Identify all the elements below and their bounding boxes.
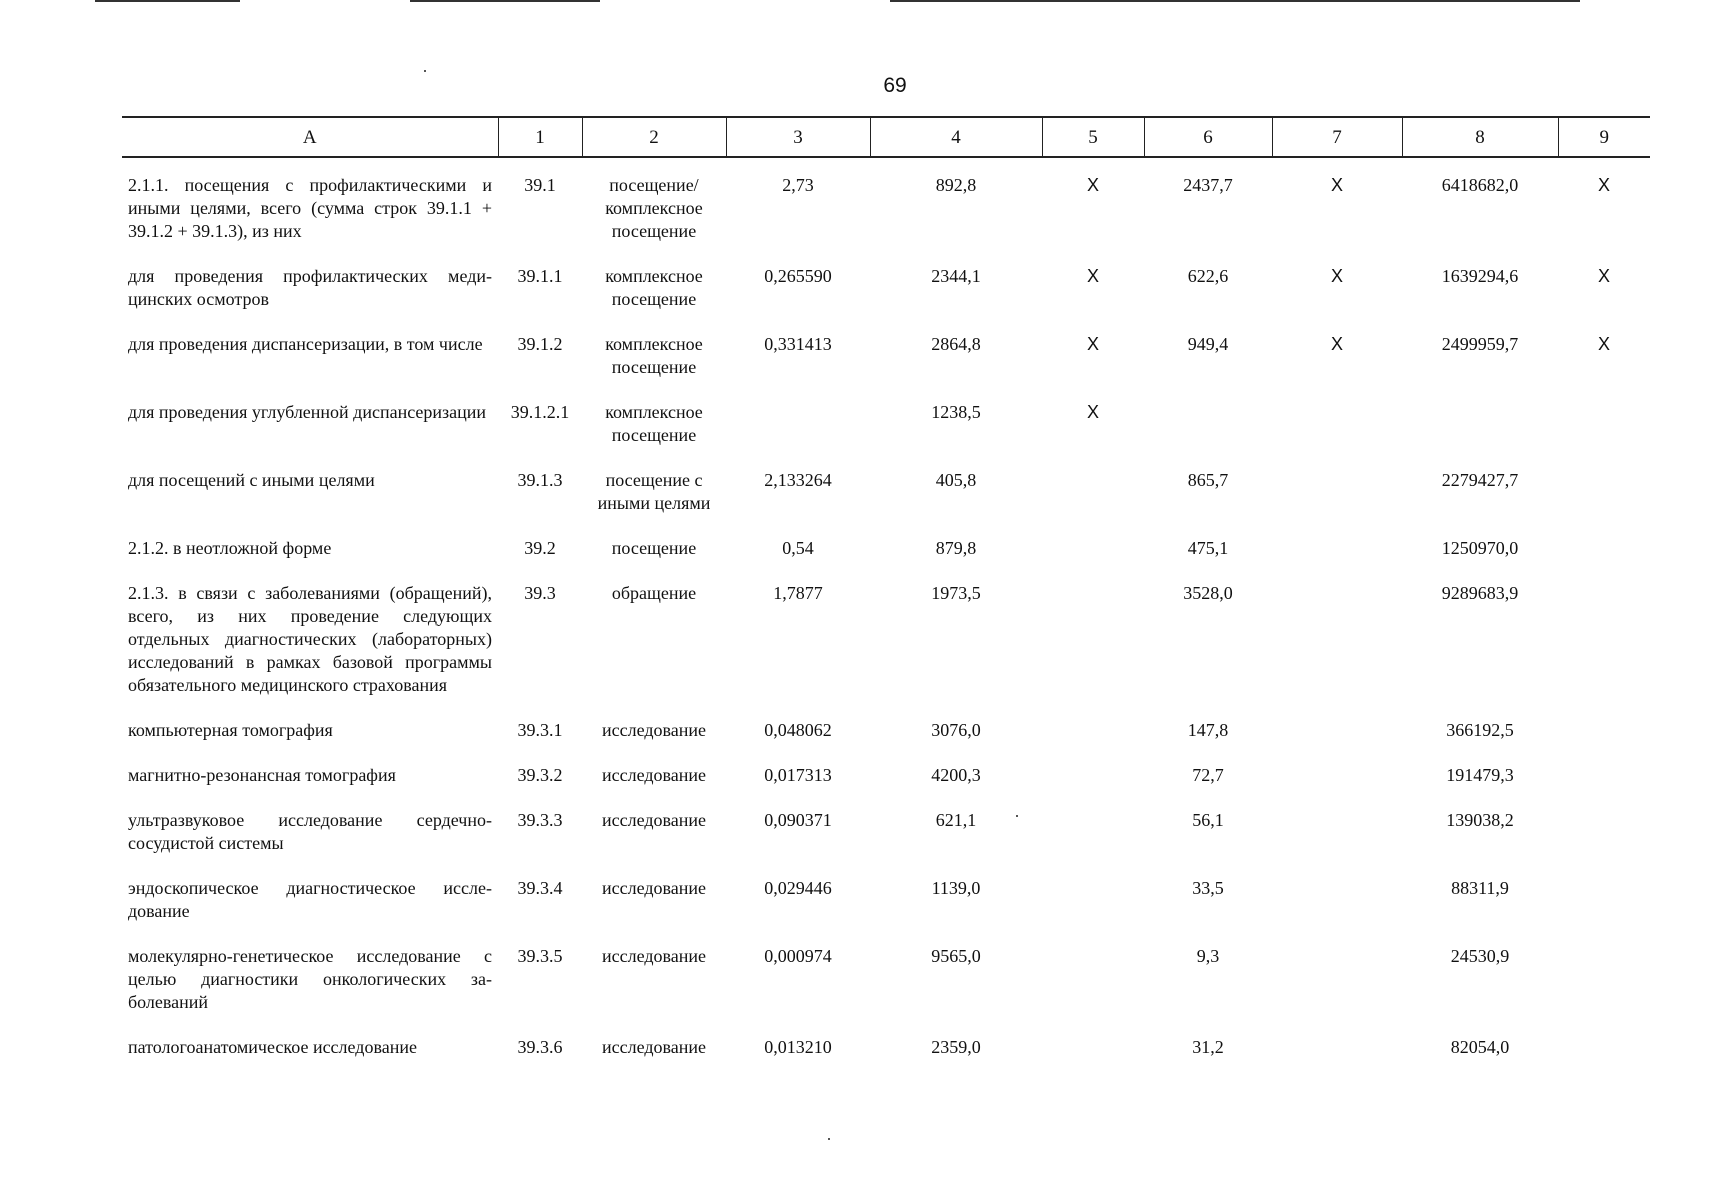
scan-speck [424, 70, 426, 72]
table-row [122, 265, 1650, 333]
row-col4-cell: 405,8 [935, 470, 977, 490]
row-col6-cell: 3528,0 [1183, 583, 1233, 603]
row-unit-cell: обращение [611, 583, 697, 603]
table-row [122, 877, 1650, 945]
row-col5-cell: Х [1086, 266, 1099, 286]
row-col5-cell [1042, 582, 1144, 719]
row-col5-cell [1042, 809, 1144, 877]
row-col8-cell: 2499959,7 [1441, 334, 1519, 354]
row-unit-cell: комплексное посещение [605, 402, 703, 445]
column-header-a: A [122, 117, 498, 157]
row-col3-cell: 0,017313 [764, 765, 832, 785]
row-col6-cell [1144, 401, 1272, 469]
row-col4-cell: 3076,0 [931, 720, 981, 740]
row-col5-cell [1042, 469, 1144, 537]
table-header-row [122, 117, 1650, 157]
row-col8-cell: 366192,5 [1446, 720, 1514, 740]
table-row [122, 582, 1650, 719]
row-col8-cell: 9289683,9 [1441, 583, 1519, 603]
row-col4-cell: 1139,0 [931, 878, 981, 898]
scan-speck [828, 1138, 830, 1140]
row-col4-cell: 2864,8 [931, 334, 981, 354]
row-col3-cell: 0,090371 [764, 810, 832, 830]
row-col6-cell: 949,4 [1187, 334, 1229, 354]
row-unit-cell: посещение/ комплексное посещение [605, 175, 703, 241]
row-unit-cell: посещение [611, 538, 697, 558]
column-header-1: 1 [498, 117, 582, 157]
row-col9-cell [1558, 764, 1650, 809]
row-code-cell: 39.3 [524, 583, 556, 603]
column-header-3: 3 [726, 117, 870, 157]
row-col4-cell: 2344,1 [931, 266, 981, 286]
row-name-cell: эндоскопическое диагностическое исследование [128, 878, 492, 921]
row-col8-cell: 6418682,0 [1441, 175, 1519, 195]
page-number: 69 [883, 74, 907, 97]
row-col8-cell: 2279427,7 [1441, 470, 1519, 490]
row-col8-cell: 191479,3 [1446, 765, 1514, 785]
row-col3-cell: 0,029446 [764, 878, 832, 898]
row-col7-cell: Х [1330, 334, 1343, 354]
row-code-cell: 39.1.1 [517, 266, 563, 286]
table-row [122, 333, 1650, 401]
row-col5-cell [1042, 764, 1144, 809]
row-col5-cell [1042, 945, 1144, 1036]
row-unit-cell: исследование [601, 1037, 706, 1057]
row-col8-cell: 24530,9 [1450, 946, 1510, 966]
table-row [122, 809, 1650, 877]
column-header-6: 6 [1144, 117, 1272, 157]
row-col3-cell [726, 401, 870, 469]
table-row [122, 764, 1650, 809]
row-col6-cell: 865,7 [1187, 470, 1229, 490]
tariff-table-container [122, 116, 1650, 1081]
row-unit-cell: комплексное посещение [605, 266, 703, 309]
row-code-cell: 39.3.2 [517, 765, 563, 785]
tariff-table [122, 116, 1650, 1081]
row-col7-cell [1272, 401, 1402, 469]
row-unit-cell: исследование [601, 878, 706, 898]
row-col8-cell: 88311,9 [1451, 878, 1509, 898]
row-name-cell: компьютерная томография [128, 720, 333, 740]
row-col7-cell [1272, 877, 1402, 945]
row-col4-cell: 879,8 [935, 538, 977, 558]
table-row [122, 537, 1650, 582]
row-col6-cell: 147,8 [1187, 720, 1229, 740]
row-code-cell: 39.3.5 [517, 946, 563, 966]
row-code-cell: 39.1 [524, 175, 556, 195]
row-col8-cell: 1250970,0 [1441, 538, 1519, 558]
row-col8-cell [1402, 401, 1558, 469]
row-name-cell: для проведения углубленной диспансеризации [128, 402, 487, 422]
column-header-8: 8 [1402, 117, 1558, 157]
row-name-cell: 2.1.1. посещения с профилактическими и иными целями, всего (сумма строк 39.1.1 + 39.1.2 + 39.1.3), из них [128, 175, 492, 241]
row-col9-cell [1558, 1036, 1650, 1081]
table-row [122, 469, 1650, 537]
row-col3-cell: 2,73 [782, 175, 814, 195]
column-header-9: 9 [1558, 117, 1650, 157]
row-name-cell: для проведения профилактических медицинских осмотров [128, 266, 492, 309]
row-col5-cell [1042, 537, 1144, 582]
row-col3-cell: 0,013210 [764, 1037, 832, 1057]
row-col3-cell: 0,54 [782, 538, 814, 558]
row-name-cell: для проведения диспансеризации, в том числе [128, 334, 483, 354]
row-col5-cell: Х [1086, 334, 1099, 354]
row-col5-cell: Х [1086, 402, 1099, 422]
row-col3-cell: 0,000974 [764, 946, 832, 966]
row-col7-cell [1272, 764, 1402, 809]
row-name-cell: магнитно-резонансная томография [128, 765, 396, 785]
row-col6-cell: 9,3 [1196, 946, 1220, 966]
row-unit-cell: комплексное посещение [605, 334, 703, 377]
table-row [122, 945, 1650, 1036]
row-col5-cell [1042, 719, 1144, 764]
column-header-2: 2 [582, 117, 726, 157]
row-col6-cell: 72,7 [1192, 765, 1224, 785]
row-code-cell: 39.1.2 [517, 334, 563, 354]
row-col9-cell: Х [1597, 334, 1610, 354]
column-header-5: 5 [1042, 117, 1144, 157]
table-row [122, 401, 1650, 469]
row-col7-cell [1272, 1036, 1402, 1081]
row-col7-cell: Х [1330, 175, 1343, 195]
row-col7-cell [1272, 809, 1402, 877]
row-name-cell: патологоанатомическое исследование [128, 1037, 417, 1057]
row-col7-cell [1272, 469, 1402, 537]
row-col9-cell [1558, 809, 1650, 877]
top-edge-rule-1 [95, 0, 240, 2]
row-col4-cell: 892,8 [935, 175, 977, 195]
table-spacer-row [122, 157, 1650, 174]
row-col6-cell: 475,1 [1187, 538, 1229, 558]
column-header-4: 4 [870, 117, 1042, 157]
row-name-cell: ультразвуковое исследование сердечно-сосудистой системы [128, 810, 492, 853]
row-col6-cell: 622,6 [1187, 266, 1229, 286]
table-row [122, 174, 1650, 265]
row-col3-cell: 1,7877 [773, 583, 823, 603]
row-code-cell: 39.3.3 [517, 810, 563, 830]
row-col4-cell: 621,1 [935, 810, 977, 830]
row-unit-cell: исследование [601, 720, 706, 740]
row-col7-cell: Х [1330, 266, 1343, 286]
row-col8-cell: 139038,2 [1446, 810, 1514, 830]
row-col7-cell [1272, 719, 1402, 764]
row-name-cell: 2.1.2. в неотложной форме [128, 538, 332, 558]
row-col8-cell: 1639294,6 [1441, 266, 1519, 286]
top-edge-rule-2 [410, 0, 600, 2]
column-header-7: 7 [1272, 117, 1402, 157]
row-col4-cell: 4200,3 [931, 765, 981, 785]
row-col6-cell: 56,1 [1192, 810, 1224, 830]
row-col9-cell [1558, 877, 1650, 945]
row-col4-cell: 1973,5 [931, 583, 981, 603]
row-name-cell: молекулярно-генетическое исследование с целью диагностики онкологических заболеваний [128, 946, 492, 1012]
row-col9-cell [1558, 945, 1650, 1036]
row-col9-cell [1558, 537, 1650, 582]
row-col9-cell [1558, 719, 1650, 764]
row-code-cell: 39.3.1 [517, 720, 563, 740]
row-col3-cell: 0,331413 [764, 334, 832, 354]
row-col5-cell [1042, 877, 1144, 945]
row-unit-cell: исследование [601, 946, 706, 966]
row-col4-cell: 2359,0 [931, 1037, 981, 1057]
row-col8-cell: 82054,0 [1450, 1037, 1510, 1057]
row-col3-cell: 2,133264 [764, 470, 832, 490]
row-code-cell: 39.3.6 [517, 1037, 563, 1057]
row-col7-cell [1272, 537, 1402, 582]
row-col6-cell: 2437,7 [1183, 175, 1233, 195]
row-col4-cell: 9565,0 [931, 946, 981, 966]
row-col7-cell [1272, 945, 1402, 1036]
row-code-cell: 39.3.4 [517, 878, 563, 898]
row-col9-cell: Х [1597, 266, 1610, 286]
row-col3-cell: 0,048062 [764, 720, 832, 740]
row-col9-cell [1558, 469, 1650, 537]
row-col7-cell [1272, 582, 1402, 719]
row-code-cell: 39.1.2.1 [510, 402, 570, 422]
row-col9-cell: Х [1597, 175, 1610, 195]
row-code-cell: 39.2 [524, 538, 556, 558]
row-unit-cell: исследование [601, 765, 706, 785]
row-name-cell: для посещений с иными целями [128, 470, 375, 490]
table-row [122, 1036, 1650, 1081]
row-col4-cell: 1238,5 [931, 402, 981, 422]
table-row [122, 719, 1650, 764]
row-col9-cell [1558, 582, 1650, 719]
row-col5-cell [1042, 1036, 1144, 1081]
row-col3-cell: 0,265590 [764, 266, 832, 286]
row-col9-cell [1558, 401, 1650, 469]
row-name-cell: 2.1.3. в связи с заболеваниями (обращений), всего, из них проведение следующих отдельных диагностических (лабораторных) исследований в рамках базовой программы обязательного медицинского страхования [128, 583, 492, 695]
row-col6-cell: 31,2 [1192, 1037, 1224, 1057]
row-unit-cell: исследование [601, 810, 706, 830]
top-edge-rule-3 [890, 0, 1580, 2]
row-unit-cell: посещение с иными целями [597, 470, 711, 513]
row-col6-cell: 33,5 [1192, 878, 1224, 898]
row-code-cell: 39.1.3 [517, 470, 563, 490]
row-col5-cell: Х [1086, 175, 1099, 195]
